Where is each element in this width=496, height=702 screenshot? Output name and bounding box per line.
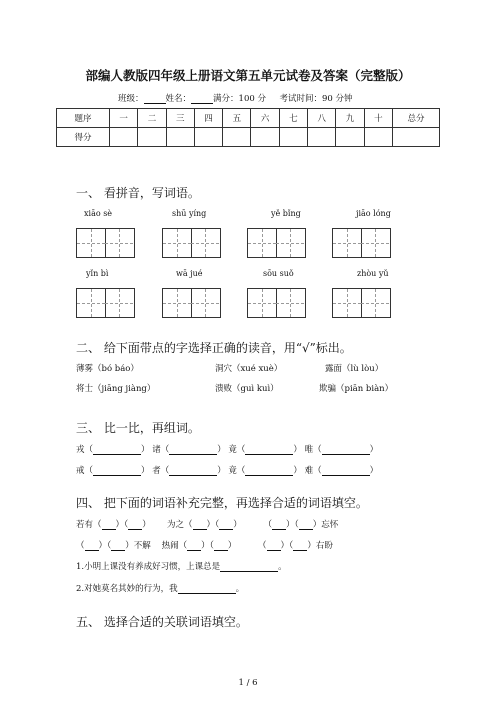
writing-box[interactable] bbox=[162, 228, 221, 258]
answer-blank[interactable] bbox=[322, 466, 370, 476]
idiom-text: ）（ bbox=[201, 541, 214, 551]
answer-blank[interactable] bbox=[93, 445, 141, 455]
idiom-text: ）（ bbox=[98, 541, 112, 551]
pinyin-label: jiāo lóng bbox=[356, 209, 391, 218]
compare-text: ） bbox=[369, 445, 379, 455]
score-input-cell[interactable] bbox=[194, 128, 222, 147]
idiom-text: ）（ bbox=[280, 541, 294, 551]
section-1-heading: 一、 看拼音，写词语。 bbox=[76, 186, 200, 200]
idiom-text: （ bbox=[76, 541, 85, 551]
question-end: 。 bbox=[278, 562, 287, 572]
score-cell: 二 bbox=[138, 109, 166, 128]
idiom-text: （ bbox=[258, 541, 267, 551]
answer-blank[interactable] bbox=[169, 445, 217, 455]
name-label: 姓名： bbox=[165, 94, 192, 104]
writing-box[interactable] bbox=[162, 288, 221, 318]
answer-blank[interactable] bbox=[85, 541, 99, 551]
answer-blank[interactable] bbox=[214, 541, 228, 551]
compare-text: ） 竟（ bbox=[217, 445, 246, 455]
section-2-heading: 二、 给下面带点的字选择正确的读音，用“√”标出。 bbox=[76, 341, 352, 355]
answer-blank[interactable] bbox=[169, 466, 217, 476]
reading-item: 露面（lù lòu） bbox=[325, 364, 384, 374]
reading-item: 薄雾（bó báo） bbox=[76, 364, 139, 374]
answer-blank[interactable] bbox=[102, 520, 116, 530]
page-number: 1 / 6 bbox=[238, 678, 258, 688]
writing-box[interactable] bbox=[247, 288, 306, 318]
fill-question-1 bbox=[76, 560, 287, 572]
pinyin-label: wā jué bbox=[176, 269, 203, 278]
idiom-text: 若有（ bbox=[76, 520, 102, 530]
time-label: 考试时间：90 分钟 bbox=[279, 94, 353, 104]
score-input-cell[interactable] bbox=[393, 128, 440, 147]
answer-blank[interactable] bbox=[93, 466, 141, 476]
answer-blank[interactable] bbox=[267, 541, 281, 551]
answer-blank[interactable] bbox=[111, 541, 125, 551]
score-input-cell[interactable] bbox=[251, 128, 279, 147]
section-3-heading: 三、 比一比，再组词。 bbox=[76, 421, 200, 435]
score-input-cell[interactable] bbox=[138, 128, 166, 147]
idiom-text: ）（ bbox=[285, 520, 299, 530]
compare-text: 戒（ bbox=[76, 466, 94, 476]
score-row-label: 得分 bbox=[57, 128, 110, 147]
score-table bbox=[56, 108, 440, 147]
score-cell: 三 bbox=[166, 109, 194, 128]
compare-text: ） 诸（ bbox=[141, 445, 170, 455]
score-label: 满分：100 分 bbox=[213, 94, 266, 104]
compare-text: ） 唯（ bbox=[293, 445, 322, 455]
fill-question-2 bbox=[76, 582, 244, 594]
class-blank bbox=[144, 94, 166, 104]
answer-blank[interactable] bbox=[293, 541, 307, 551]
writing-box[interactable] bbox=[76, 288, 135, 318]
answer-blank[interactable] bbox=[272, 520, 286, 530]
score-input-cell[interactable] bbox=[336, 128, 364, 147]
idiom-text: ）不解 bbox=[125, 541, 151, 551]
score-cell: 八 bbox=[308, 109, 336, 128]
idiom-text: 为之（ bbox=[167, 520, 193, 530]
score-cell: 总分 bbox=[393, 109, 440, 128]
score-input-cell[interactable] bbox=[110, 128, 138, 147]
pinyin-label: zhòu yǔ bbox=[357, 269, 389, 278]
score-cell: 六 bbox=[251, 109, 279, 128]
answer-blank[interactable] bbox=[193, 520, 207, 530]
score-table-header-row bbox=[57, 109, 440, 128]
section-5-heading: 五、 选择合适的关联词语填空。 bbox=[76, 615, 248, 629]
writing-box[interactable] bbox=[332, 288, 391, 318]
compare-text: ） 者（ bbox=[141, 466, 170, 476]
score-input-cell[interactable] bbox=[223, 128, 251, 147]
score-cell: 一 bbox=[110, 109, 138, 128]
page-title: 部编人教版四年级上册语文第五单元试卷及答案（完整版） bbox=[85, 68, 411, 83]
idiom-text: ）（ bbox=[115, 520, 129, 530]
pinyin-label: yǐn bì bbox=[86, 269, 109, 278]
answer-blank[interactable] bbox=[322, 445, 370, 455]
pinyin-label: yě bǐng bbox=[271, 209, 301, 218]
score-cell: 题序 bbox=[57, 109, 110, 128]
answer-blank[interactable] bbox=[178, 584, 236, 594]
compare-text: ） bbox=[369, 466, 379, 476]
exam-info bbox=[118, 92, 353, 104]
score-input-cell[interactable] bbox=[308, 128, 336, 147]
idiom-text: （ bbox=[263, 520, 272, 530]
name-blank bbox=[191, 94, 213, 104]
compare-text: 戎（ bbox=[76, 445, 94, 455]
idiom-text: ）忘怀 bbox=[312, 520, 339, 530]
writing-box[interactable] bbox=[332, 228, 391, 258]
idiom-row bbox=[76, 518, 338, 530]
score-cell: 四 bbox=[194, 109, 222, 128]
compare-row bbox=[76, 464, 378, 476]
question-text: 1.小明上课没有养成好习惯，上课总是 bbox=[76, 562, 221, 572]
pinyin-label: sōu suǒ bbox=[263, 269, 294, 278]
score-input-cell[interactable] bbox=[279, 128, 307, 147]
answer-blank[interactable] bbox=[220, 562, 278, 572]
reading-item: 将士（jiāng jiàng） bbox=[76, 384, 156, 394]
answer-blank[interactable] bbox=[219, 520, 233, 530]
writing-box[interactable] bbox=[247, 228, 306, 258]
compare-text: ） 竟（ bbox=[217, 466, 246, 476]
compare-text: ） 难（ bbox=[293, 466, 322, 476]
score-cell: 九 bbox=[336, 109, 364, 128]
idiom-row bbox=[76, 539, 333, 551]
score-cell: 七 bbox=[279, 109, 307, 128]
idiom-text: ） bbox=[233, 520, 242, 530]
idiom-text: ） bbox=[227, 541, 237, 551]
score-input-cell[interactable] bbox=[364, 128, 392, 147]
question-end: 。 bbox=[235, 584, 245, 594]
idiom-text: ） bbox=[142, 520, 151, 530]
pinyin-label: shū yíng bbox=[172, 209, 207, 218]
idiom-text: ）（ bbox=[206, 520, 220, 530]
reading-item: 洞穴（xué xuè） bbox=[215, 364, 283, 374]
writing-box[interactable] bbox=[76, 228, 135, 258]
class-label: 班级： bbox=[118, 94, 144, 104]
pinyin-label: xiāo sè bbox=[84, 209, 113, 218]
answer-blank[interactable] bbox=[245, 466, 293, 476]
reading-item: 溃败（guì kuì） bbox=[215, 384, 279, 394]
idiom-text: 热闹（ bbox=[161, 541, 188, 551]
score-table-score-row bbox=[57, 128, 440, 147]
question-text: 2.对她莫名其妙的行为，我 bbox=[76, 584, 178, 594]
answer-blank[interactable] bbox=[128, 520, 142, 530]
reading-item: 欺骗（piān biàn） bbox=[319, 384, 394, 394]
answer-blank[interactable] bbox=[187, 541, 201, 551]
score-cell: 十 bbox=[364, 109, 392, 128]
compare-row bbox=[76, 443, 378, 455]
score-input-cell[interactable] bbox=[166, 128, 194, 147]
answer-blank[interactable] bbox=[299, 520, 313, 530]
answer-blank[interactable] bbox=[245, 445, 293, 455]
idiom-text: ）右盼 bbox=[307, 541, 333, 551]
score-cell: 五 bbox=[223, 109, 251, 128]
section-4-heading: 四、 把下面的词语补充完整，再选择合适的词语填空。 bbox=[76, 496, 368, 510]
